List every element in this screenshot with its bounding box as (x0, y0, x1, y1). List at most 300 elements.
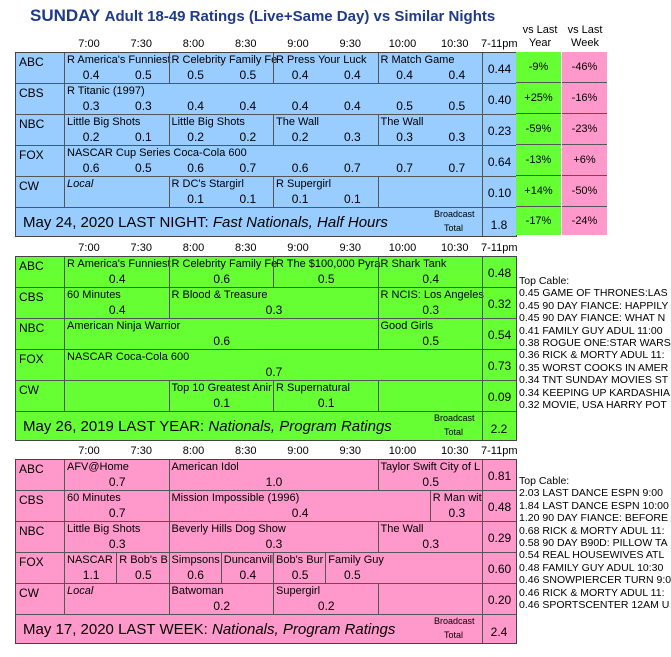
network-row (16, 350, 516, 381)
program-name: The Wall (276, 116, 319, 128)
half-hour-rating: 0.4 (396, 68, 413, 82)
network-row (16, 553, 516, 584)
network-total-cell (482, 350, 516, 381)
network-total-cell (482, 584, 516, 615)
program-name: R America's Funniest (67, 54, 171, 66)
top-cable-item: 0.34 KEEPING UP KARDASHIA (519, 386, 670, 399)
program-rating: 0.3 (265, 303, 283, 317)
vs-last-year-value: +14% (516, 176, 561, 207)
half-hour-rating: 0.7 (396, 161, 413, 175)
program-name: R Titanic (1997) (67, 85, 145, 97)
program-rating: 0.4 (108, 272, 126, 286)
program-name: R NCIS: Los Angeles (380, 289, 484, 301)
program-cell[interactable] (169, 177, 274, 208)
program-cell[interactable] (378, 115, 483, 146)
program-name: The Wall (380, 523, 424, 535)
program-rating: 0.5 (422, 334, 440, 348)
network-total-cell (482, 146, 516, 177)
half-hour-rating: 0.7 (448, 161, 466, 175)
program-name: R DC's Stargirl (171, 178, 244, 190)
half-hour-rating: 0.3 (448, 130, 466, 144)
footer-vs-last-year: -17% (516, 207, 561, 235)
program-name: Top 10 Greatest Anir (171, 382, 272, 394)
half-hour-rating: 0.5 (135, 161, 152, 175)
network-total-cell (482, 381, 516, 412)
program-rating: 0.6 (213, 334, 231, 348)
network-total: 0.48 (487, 500, 512, 514)
program-cell[interactable] (273, 584, 378, 615)
time-header: 8:00 (182, 38, 205, 50)
network-label: ABC (19, 55, 44, 69)
network-total: 0.32 (487, 297, 512, 311)
program-cell[interactable] (378, 584, 483, 615)
network-total: 0.54 (487, 328, 512, 342)
sec1-table (15, 52, 517, 237)
footer-date: May 24, 2020 (23, 214, 119, 231)
program-name: R Celebrity Family Fe (171, 258, 278, 270)
time-header: 8:30 (235, 445, 257, 457)
half-hour-rating: 0.6 (187, 161, 204, 175)
program-cell[interactable] (64, 177, 169, 208)
top-cable-2019-list (519, 275, 671, 412)
top-cable-item: 0.38 ROGUE ONE:STAR WARS (519, 337, 671, 350)
program-cell[interactable] (64, 350, 482, 381)
network-label: NBC (19, 321, 45, 335)
program-cell[interactable] (169, 288, 378, 319)
program-cell[interactable] (64, 84, 482, 115)
time-header: 7:30 (130, 445, 152, 457)
program-name: 60 Minutes (67, 492, 121, 504)
half-hour-rating: 0.3 (344, 130, 361, 144)
program-cell[interactable] (273, 115, 378, 146)
program-cell[interactable] (378, 288, 483, 319)
half-hour-rating: 0.2 (291, 130, 309, 144)
program-name: Local (67, 585, 94, 597)
program-name: R Supergirl (276, 178, 332, 190)
program-cell[interactable] (325, 553, 384, 584)
total-label: Total (444, 630, 464, 640)
program-name: R America's Funniest (67, 258, 171, 270)
half-hour-rating: 0.2 (187, 130, 204, 144)
program-name: R Press Your Luck (276, 54, 367, 66)
program-name: Simpsons (171, 554, 220, 566)
total-label: Total (444, 223, 464, 233)
top-cable-2020-list (519, 475, 671, 612)
half-hour-rating: 0.5 (135, 68, 152, 82)
time-header: 7:00 (78, 38, 100, 50)
program-rating: 0.5 (344, 568, 361, 582)
time-header: 7:00 (78, 242, 100, 254)
program-rating: 0.6 (213, 272, 231, 286)
half-hour-rating: 0.6 (82, 161, 100, 175)
time-header: 8:00 (182, 445, 205, 457)
network-label: FOX (19, 352, 44, 366)
network-row (16, 584, 516, 615)
program-name: R The $100,000 Pyra (276, 258, 381, 270)
program-name: R Supernatural (276, 382, 350, 394)
program-rating: 0.6 (187, 568, 204, 582)
network-total-cell (482, 177, 516, 208)
vs-last-week-value: -50% (562, 176, 607, 207)
network-row (16, 115, 516, 146)
program-name: R Shark Tank (380, 258, 447, 270)
divider (482, 208, 483, 236)
program-cell[interactable] (221, 553, 273, 584)
half-hour-rating: 0.7 (344, 161, 361, 175)
program-cell[interactable] (378, 53, 483, 84)
top-cable-item: 0.32 MOVIE, USA HARRY POT (519, 399, 667, 412)
program-name: R Bob's B (119, 554, 168, 566)
half-hour-rating: 0.1 (291, 192, 309, 206)
network-total: 0.44 (487, 62, 512, 76)
program-name: Family Guy (328, 554, 384, 566)
time-header: 7:00 (78, 445, 100, 457)
program-name: Little Big Shots (67, 116, 141, 128)
program-rating: 0.7 (108, 506, 126, 520)
network-row (16, 288, 516, 319)
vs-last-week-value: -16% (562, 83, 607, 114)
section-footer (23, 418, 392, 435)
program-cell[interactable] (169, 381, 274, 412)
network-total: 0.60 (487, 562, 512, 576)
program-name: The Wall (380, 116, 424, 128)
program-cell[interactable] (64, 115, 169, 146)
half-hour-rating: 0.1 (187, 192, 204, 206)
program-name: Local (67, 178, 94, 190)
network-label: CW (19, 179, 39, 193)
program-cell[interactable] (64, 381, 169, 412)
half-hour-rating: 0.4 (239, 99, 257, 113)
footer-label: LAST WEEK: (118, 621, 212, 638)
half-hour-rating: 0.4 (291, 68, 309, 82)
program-rating: 0.5 (422, 475, 440, 489)
half-hour-rating: 0.5 (448, 99, 466, 113)
divider (482, 412, 483, 440)
program-name: R Celebrity Family Fe (171, 54, 278, 66)
program-cell[interactable] (169, 115, 274, 146)
broadcast-total: 1.8 (490, 218, 508, 232)
network-total-cell (482, 115, 516, 146)
network-row (16, 522, 516, 553)
program-name: NASCAR Coca-Cola 600 (67, 351, 190, 363)
vs-last-year-value: +25% (516, 83, 561, 114)
program-name: Batwoman (171, 585, 224, 597)
program-cell[interactable] (378, 319, 483, 350)
half-hour-rating: 0.5 (396, 99, 413, 113)
program-name: NASCAR (67, 554, 113, 566)
program-rating: 1.0 (265, 475, 283, 489)
network-total: 0.81 (487, 469, 512, 483)
program-name: Beverly Hills Dog Show (171, 523, 286, 535)
time-header: 10:30 (440, 38, 469, 50)
title-day: SUNDAY (30, 6, 100, 25)
network-total-cell (482, 257, 516, 288)
half-hour-rating: 0.3 (396, 130, 413, 144)
top-cable-item: 2.03 LAST DANCE ESPN 9:00 (519, 487, 663, 500)
network-label: CW (19, 586, 39, 600)
network-total-cell (482, 460, 516, 491)
time-range-header: 7-11pm (481, 445, 518, 457)
program-rating: 1.1 (82, 568, 100, 582)
half-hour-rating: 0.2 (82, 130, 100, 144)
network-row (16, 460, 516, 491)
half-hour-rating: 0.2 (239, 130, 257, 144)
half-hour-rating: 0.4 (344, 68, 361, 82)
program-cell[interactable] (273, 257, 381, 288)
time-header: 10:30 (440, 445, 469, 457)
half-hour-rating: 0.4 (82, 68, 100, 82)
top-cable-item: 1.84 LAST DANCE ESPN 10:00 (519, 499, 669, 512)
vs-last-week-header: vs Last Week (567, 24, 603, 49)
half-hour-rating: 0.1 (239, 192, 257, 206)
program-name: R Match Game (380, 54, 455, 66)
network-total: 0.10 (487, 186, 512, 200)
top-cable-label: Top Cable: (519, 475, 570, 487)
program-rating: 0.4 (239, 568, 257, 582)
section-footer (23, 214, 388, 231)
network-total: 0.40 (487, 93, 512, 107)
top-cable-item: 0.48 FAMILY GUY ADUL 10:30 (519, 561, 664, 574)
top-cable-item: 0.58 90 DAY B90D: PILLOW TA (519, 537, 668, 550)
footer-label: LAST YEAR: (118, 418, 209, 435)
time-header: 10:00 (388, 242, 417, 254)
section-footer (23, 621, 395, 638)
broadcast-total: 2.2 (490, 422, 508, 436)
program-cell[interactable] (64, 319, 378, 350)
program-cell[interactable] (64, 53, 169, 84)
network-total-cell (482, 491, 516, 522)
half-hour-rating: 0.4 (344, 99, 361, 113)
program-cell[interactable] (169, 257, 278, 288)
half-hour-rating: 0.1 (135, 130, 152, 144)
program-rating: 0.4 (422, 272, 440, 286)
program-rating: 0.5 (135, 568, 152, 582)
program-cell[interactable] (430, 491, 482, 522)
program-cell[interactable] (64, 491, 169, 522)
program-cell[interactable] (378, 522, 483, 553)
program-cell[interactable] (64, 522, 169, 553)
program-name: NASCAR Cup Series Coca-Cola 600 (67, 147, 247, 159)
network-label: ABC (19, 259, 44, 273)
program-name: Mission Impossible (1996) (171, 492, 300, 504)
program-cell[interactable] (169, 53, 278, 84)
top-cable-label: Top Cable: (519, 275, 570, 287)
time-range-header: 7-11pm (481, 38, 518, 50)
program-cell[interactable] (169, 522, 378, 553)
network-total-cell (482, 84, 516, 115)
top-cable-item: 0.46 SPORTSCENTER 12AM U (519, 599, 670, 612)
vs-last-year-value: -13% (516, 145, 561, 176)
network-row (16, 257, 516, 288)
top-cable-item: 0.46 SNOWPIERCER TURN 9:0 (519, 574, 671, 587)
time-header: 7:30 (130, 38, 152, 50)
half-hour-rating: 0.7 (239, 161, 257, 175)
network-label: CBS (19, 493, 44, 507)
network-label: CBS (19, 86, 44, 100)
top-cable-item: 0.45 GAME OF THRONES:LAS (519, 287, 668, 300)
network-label: ABC (19, 462, 44, 476)
program-cell[interactable] (64, 584, 169, 615)
top-cable-item: 0.34 TNT SUNDAY MOVIES ST (519, 374, 669, 387)
program-name: 60 Minutes (67, 289, 121, 301)
half-hour-rating: 0.3 (135, 99, 152, 113)
half-hour-rating: 0.4 (187, 99, 204, 113)
network-total-cell (482, 288, 516, 319)
program-cell[interactable] (64, 288, 169, 319)
program-rating: 0.3 (422, 537, 440, 551)
time-header: 10:00 (388, 445, 417, 457)
network-label: FOX (19, 555, 44, 569)
program-rating: 0.7 (108, 475, 126, 489)
program-name: Supergirl (276, 585, 321, 597)
program-rating: 0.4 (291, 506, 309, 520)
network-label: CBS (19, 290, 44, 304)
footer-label: LAST NIGHT: (118, 214, 213, 231)
program-cell[interactable] (169, 584, 274, 615)
broadcast-label: Broadcast (434, 413, 475, 423)
program-cell[interactable] (64, 553, 116, 584)
program-cell[interactable] (378, 381, 483, 412)
program-name: Good Girls (380, 320, 434, 332)
program-name: R Blood & Treasure (171, 289, 268, 301)
top-cable-item: 0.54 REAL HOUSEWIVES ATL (519, 549, 665, 562)
program-cell[interactable] (378, 177, 483, 208)
program-cell[interactable] (273, 177, 378, 208)
time-header: 10:00 (388, 38, 417, 50)
program-cell[interactable] (169, 491, 430, 522)
footer-date: May 17, 2020 (23, 621, 119, 638)
vs-last-year-value: -59% (516, 114, 561, 145)
program-name: American Ninja Warrior (67, 320, 181, 332)
top-cable-item: 0.41 FAMILY GUY ADUL 11:00 (519, 324, 663, 337)
top-cable-item: 0.45 90 DAY FIANCE: WHAT N (519, 312, 666, 325)
time-range-header: 7-11pm (481, 242, 518, 254)
time-header: 8:30 (235, 242, 257, 254)
sec3-table (15, 459, 517, 644)
program-rating: 0.1 (213, 396, 231, 410)
top-cable-item: 0.36 RICK & MORTY ADUL 11: (519, 349, 665, 362)
time-header: 8:30 (235, 38, 257, 50)
program-cell[interactable] (169, 553, 221, 584)
network-label: FOX (19, 148, 44, 162)
network-total-cell (482, 319, 516, 350)
footer-description: Nationals, Program Ratings (211, 621, 396, 638)
network-label: NBC (19, 117, 45, 131)
program-rating: 0.3 (448, 506, 466, 520)
half-hour-rating: 0.6 (291, 161, 309, 175)
program-cell[interactable] (378, 257, 483, 288)
program-name: R Man wit (432, 492, 482, 504)
program-name: American Idol (171, 461, 239, 473)
network-row (16, 53, 516, 84)
network-row (16, 177, 516, 208)
network-total: 0.48 (487, 266, 512, 280)
broadcast-total: 2.4 (490, 625, 508, 639)
program-cell[interactable] (116, 553, 168, 584)
total-label: Total (444, 427, 464, 437)
program-rating: 0.2 (317, 599, 335, 613)
time-header: 9:30 (339, 38, 361, 50)
top-cable-item: 0.68 RICK & MORTY ADUL 11: (519, 524, 665, 537)
top-cable-item: 0.35 WORST COOKS IN AMER (519, 361, 669, 374)
time-header: 7:30 (130, 242, 152, 254)
time-header: 9:30 (339, 445, 361, 457)
program-rating: 0.7 (265, 365, 283, 379)
program-rating: 0.3 (265, 537, 283, 551)
program-name: Taylor Swift City of L (380, 461, 481, 473)
network-row (16, 146, 516, 177)
page-title (30, 6, 495, 26)
half-hour-rating: 0.5 (187, 68, 204, 82)
footer-description: Fast Nationals, Half Hours (212, 214, 388, 231)
vs-last-week-value: -23% (562, 114, 607, 145)
half-hour-rating: 0.4 (448, 68, 466, 82)
network-total-cell (482, 522, 516, 553)
vs-last-year-header: vs Last Year (522, 24, 558, 49)
title-description: Adult 18-49 Ratings (Live+Same Day) vs Similar Nights (104, 8, 496, 25)
time-header: 9:00 (287, 445, 309, 457)
program-rating: 0.5 (317, 272, 335, 286)
program-name: Bob's Bur (276, 554, 324, 566)
top-cable-item: 1.20 90 DAY FIANCE: BEFORE (519, 512, 668, 525)
network-label: CW (19, 383, 39, 397)
vs-last-week-value: +6% (562, 145, 607, 176)
program-cell[interactable] (273, 53, 378, 84)
program-rating: 0.2 (213, 599, 231, 613)
program-cell[interactable] (64, 460, 169, 491)
top-cable-item: 0.45 90 DAY FIANCE: HAPPILY (519, 299, 669, 312)
time-header: 10:30 (440, 242, 469, 254)
footer-vs-last-week: -24% (562, 207, 607, 235)
network-total: 0.09 (487, 390, 512, 404)
network-total-cell (482, 53, 516, 84)
footer-date: May 26, 2019 (23, 418, 119, 435)
program-name: Little Big Shots (171, 116, 245, 128)
program-cell[interactable] (273, 553, 325, 584)
network-total: 0.29 (487, 531, 512, 545)
network-total: 0.64 (487, 155, 512, 169)
program-cell[interactable] (378, 460, 483, 491)
program-name: Duncanvill (223, 554, 275, 566)
footer-description: Nationals, Program Ratings (208, 418, 392, 435)
half-hour-rating: 0.5 (239, 68, 257, 82)
broadcast-label: Broadcast (434, 209, 475, 219)
program-cell[interactable] (169, 460, 378, 491)
network-total-cell (482, 553, 516, 584)
program-rating: 0.4 (108, 303, 126, 317)
half-hour-rating: 0.1 (344, 192, 361, 206)
network-row (16, 381, 516, 412)
vs-last-week-value: -46% (562, 52, 607, 83)
program-rating: 0.5 (291, 568, 309, 582)
half-hour-rating: 0.4 (291, 99, 309, 113)
time-header: 9:00 (287, 38, 309, 50)
program-name: Little Big Shots (67, 523, 141, 535)
program-cell[interactable] (273, 381, 378, 412)
network-total: 0.20 (487, 593, 512, 607)
program-cell[interactable] (64, 257, 169, 288)
network-label: NBC (19, 524, 45, 538)
divider (482, 615, 483, 643)
time-header: 8:00 (182, 242, 205, 254)
network-total: 0.73 (487, 359, 512, 373)
program-cell[interactable] (64, 146, 482, 177)
network-row (16, 84, 516, 115)
broadcast-label: Broadcast (434, 616, 475, 626)
time-header: 9:00 (287, 242, 309, 254)
program-rating: 0.3 (422, 303, 440, 317)
vs-last-year-value: -9% (516, 52, 561, 83)
